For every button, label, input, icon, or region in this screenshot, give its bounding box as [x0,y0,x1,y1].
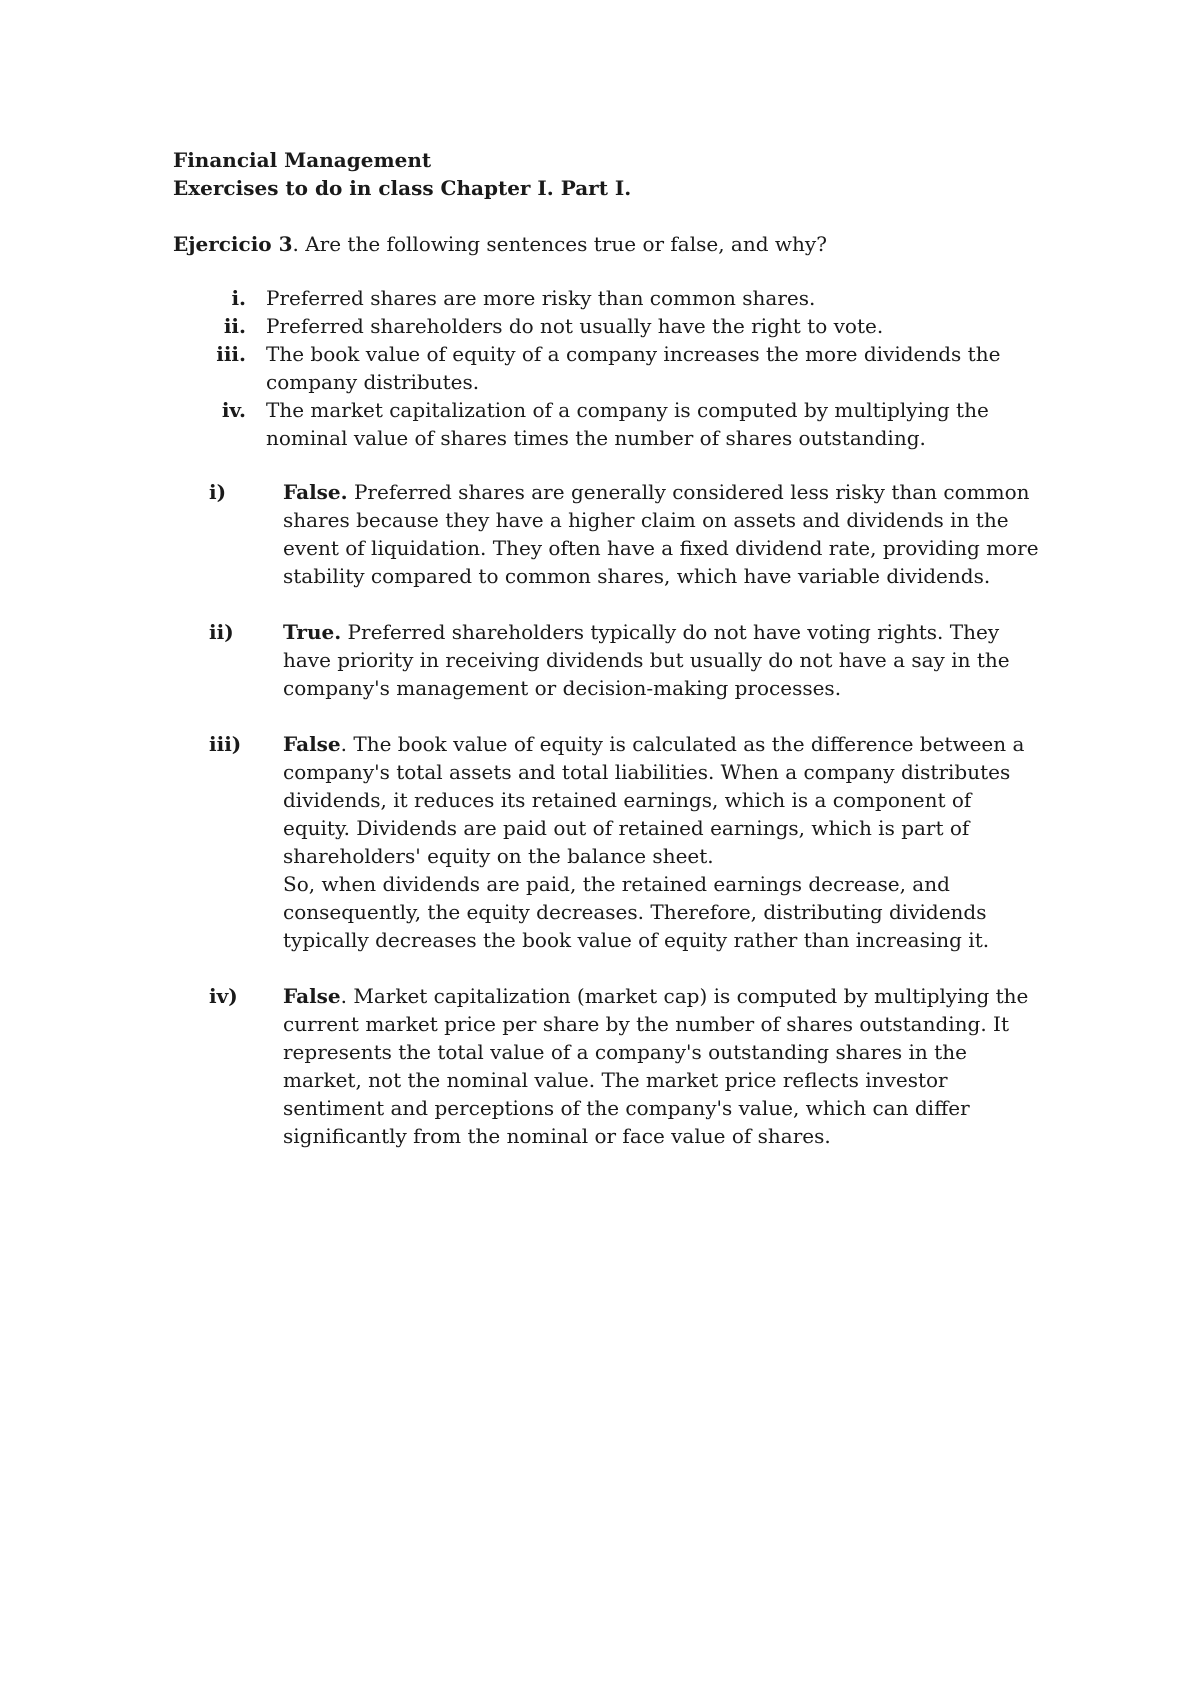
answer-item [173,730,1053,954]
answer-explanation-continued: So, when dividends are paid, the retained earnings decrease, and consequently, the equity decreases. Therefore, distributing dividends typically decreases the book value of equity rather than increasing it. [283,872,990,952]
answer-item [173,982,1053,1150]
document-subtitle: Exercises to do in class Chapter I. Part I. [173,176,632,200]
statement-marker: iv. [221,398,246,422]
answer-verdict: False [283,732,341,756]
answer-explanation: . Market capitalization (market cap) is computed by multiplying the current market price per share by the number of shares outstanding. It represents the total value of a company's outstanding shares in the market, not the nominal value. The market price reflects investor sentiment and perceptions of the company's value, which can differ significantly from the nominal or face value of shares. [283,984,1029,1148]
statement-item [173,312,1053,340]
statement-text: The market capitalization of a company is computed by multiplying the nominal value of shares times the number of shares outstanding. [266,398,989,450]
document-title: Financial Management [173,148,432,172]
answer-marker: i) [209,480,227,504]
statement-list [173,284,1053,452]
statement-marker: i. [231,286,246,310]
answer-item [173,618,1053,702]
answer-explanation: Preferred shareholders typically do not have voting rights. They have priority in receiving dividends but usually do not have a say in the company's management or decision-making processes. [283,620,1010,700]
answer-verdict: False [283,984,341,1008]
statement-marker: iii. [216,342,246,366]
answer-marker: ii) [209,620,234,644]
statement-text: The book value of equity of a company increases the more dividends the company distributes. [266,342,1001,394]
statement-item [173,284,1053,312]
answer-explanation: Preferred shares are generally considered less risky than common shares because they have a higher claim on assets and dividends in the event of liquidation. They often have a fixed dividend rate, providing more stability compared to common shares, which have variable dividends. [283,480,1039,588]
statement-text: Preferred shares are more risky than common shares. [266,286,816,310]
answer-list [173,478,1053,1150]
answer-item [173,478,1053,590]
answer-marker: iii) [209,732,242,756]
exercise-label: Ejercicio 3 [173,232,293,256]
statement-text: Preferred shareholders do not usually have the right to vote. [266,314,884,338]
exercise-intro [173,230,1053,258]
exercise-prompt: . Are the following sentences true or false, and why? [292,232,827,256]
answer-verdict: False. [283,480,348,504]
statement-item [173,396,1053,452]
answer-explanation: . The book value of equity is calculated as the difference between a company's total assets and total liabilities. When a company distributes dividends, it reduces its retained earnings, which is a component of equity. Dividends are paid out of retained earnings, which is part of shareholders' equity on the balance sheet. [283,732,1025,868]
document-page [173,146,1053,1178]
answer-marker: iv) [209,984,238,1008]
statement-marker: ii. [223,314,246,338]
answer-verdict: True. [283,620,342,644]
statement-item [173,340,1053,396]
